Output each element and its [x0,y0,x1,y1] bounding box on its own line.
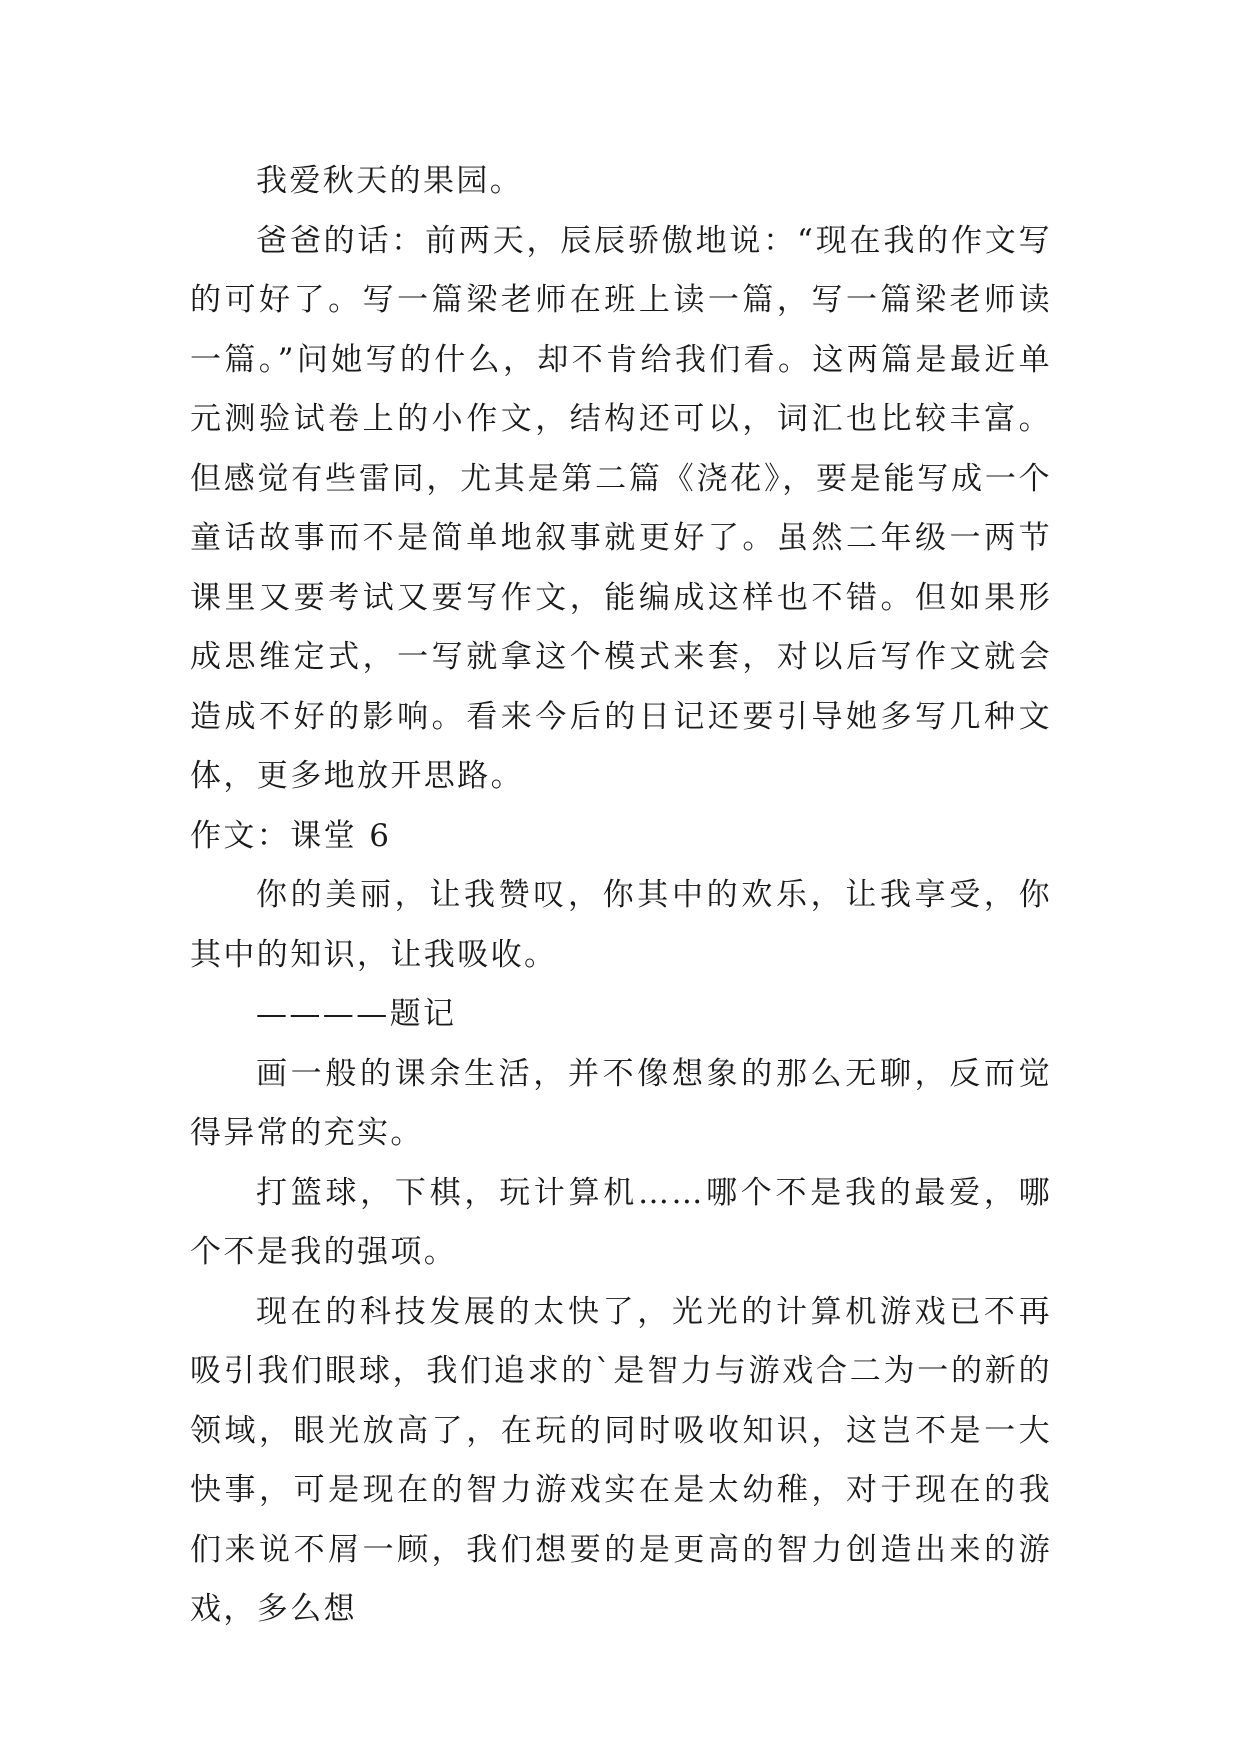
paragraph-orchard: 我爱秋天的果园。 [256,163,524,199]
essay-intro: 你的美丽，让我赞叹，你其中的欢乐，让我享受，你其中的知识，让我吸收。 [190,877,1052,973]
essay-paragraph: 现在的科技发展的太快了，光光的计算机游戏已不再吸引我们眼球，我们追求的`是智力与游戏合二为一的新的领域，眼光放高了，在玩的同时吸收知识，这岂不是一大快事，可是现在的智力游戏实在是太幼稚，对于现在的我们来说不屑一顾，我们想要的是更高的智力创造出来的游戏，多么想 [190,1293,1052,1627]
document-body [190,152,1052,1640]
section-title: 作文：课堂 6 [190,817,392,854]
essay-paragraph: 打篮球，下棋，玩计算机……哪个不是我的最爱，哪个不是我的强项。 [190,1174,1052,1270]
essay-epigraph: ————题记 [256,996,457,1032]
paragraph-father-comment: 爸爸的话：前两天，辰辰骄傲地说：“现在我的作文写的可好了。写一篇梁老师在班上读一篇，写一篇梁老师读一篇。”问她写的什么，却不肯给我们看。这两篇是最近单元测验试卷上的小作文，结构还可以，词汇也比较丰富。但感觉有些雷同，尤其是第二篇《浇花》，要是能写成一个童话故事而不是简单地叙事就更好了。虽然二年级一两节课里又要考试又要写作文，能编成这样也不错。但如果形成思维定式，一写就拿这个模式来套，对以后写作文就会造成不好的影响。看来今后的日记还要引导她多写几种文体，更多地放开思路。 [190,222,1052,794]
essay-paragraph: 画一般的课余生活，并不像想象的那么无聊，反而觉得异常的充实。 [190,1055,1052,1151]
